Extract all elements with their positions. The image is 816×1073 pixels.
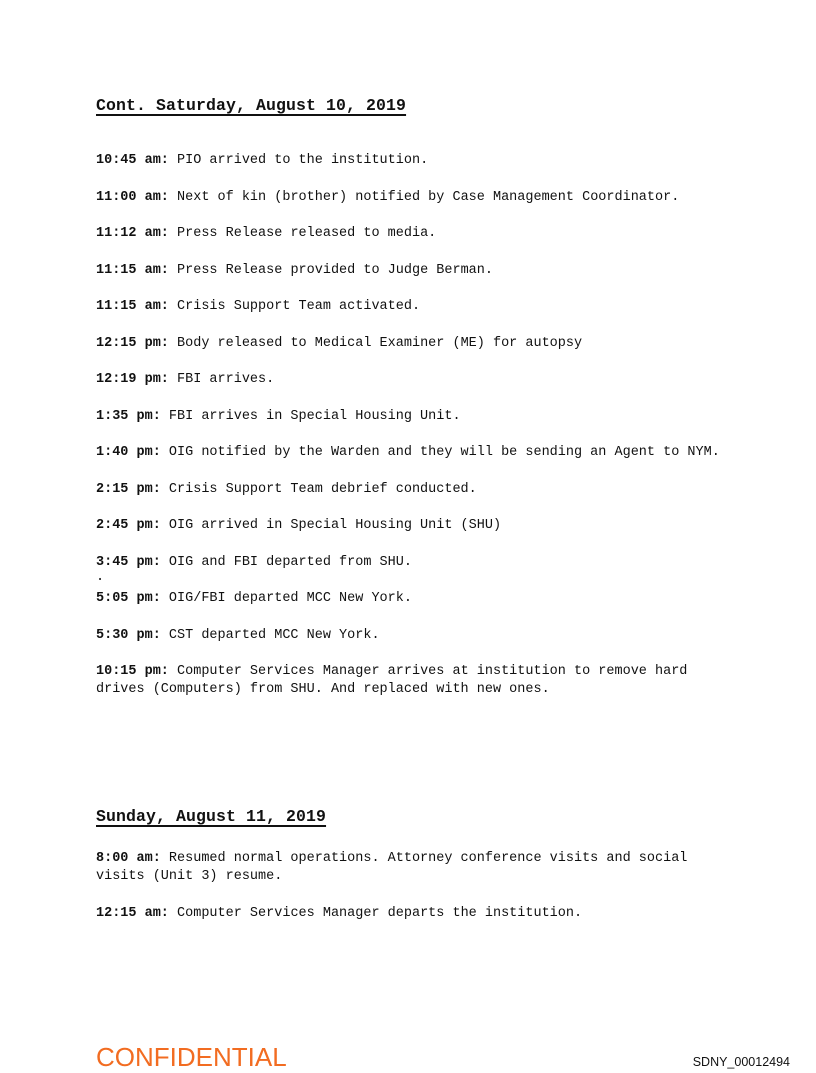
entry-text: OIG notified by the Warden and they will be sending an Agent to NYM. xyxy=(160,445,720,460)
timeline-entry xyxy=(96,627,736,645)
entry-text: FBI arrives in Special Housing Unit. xyxy=(160,408,461,424)
timeline-entry xyxy=(96,262,736,280)
entry-text: PIO arrived to the institution. xyxy=(168,153,429,168)
entry-time: 12:15 am: xyxy=(96,905,169,921)
entry-time: 12:15 pm: xyxy=(96,335,169,351)
timeline-entry xyxy=(96,590,736,608)
entry-time: 10:15 pm: xyxy=(96,664,169,679)
entry-time: 11:15 am: xyxy=(96,262,169,278)
saturday-timeline xyxy=(96,152,736,718)
timeline-entry xyxy=(96,663,736,699)
timeline-entry xyxy=(96,481,736,499)
sunday-timeline xyxy=(96,850,736,941)
entry-time: 2:15 pm: xyxy=(96,481,161,497)
timeline-entry xyxy=(96,905,736,923)
timeline-entry xyxy=(96,298,736,316)
entry-text: Press Release provided to Judge Berman. xyxy=(168,262,493,278)
section-heading-sunday: Sunday, August 11, 2019 xyxy=(96,807,327,826)
entry-text: CST departed MCC New York. xyxy=(160,627,380,643)
timeline-entry xyxy=(96,517,736,535)
entry-text: Computer Services Manager arrives at institution to remove hard drives (Computers) from SHU. And replaced with new ones. xyxy=(96,664,688,697)
entry-time: 5:05 pm: xyxy=(96,591,161,606)
timeline-entry xyxy=(96,444,736,462)
timeline-entry xyxy=(96,335,736,353)
entry-time: 11:00 am: xyxy=(96,189,169,205)
entry-text: Computer Services Manager departs the institution. xyxy=(168,905,583,921)
entry-text: Resumed normal operations. Attorney conference visits and social visits (Unit 3) resume. xyxy=(96,851,688,884)
confidential-stamp: CONFIDENTIAL xyxy=(96,1042,287,1072)
entry-time: 11:15 am: xyxy=(96,299,169,314)
entry-text: Crisis Support Team activated. xyxy=(168,299,421,314)
entry-time: 5:30 pm: xyxy=(96,627,161,643)
stray-period-mark: . xyxy=(96,570,105,585)
entry-time: 3:45 pm: xyxy=(96,554,161,570)
entry-time: 1:40 pm: xyxy=(96,445,161,460)
entry-time: 1:35 pm: xyxy=(96,408,161,424)
entry-time: 8:00 am: xyxy=(96,851,161,866)
timeline-entry xyxy=(96,225,736,243)
timeline-entry xyxy=(96,371,736,389)
section-heading-saturday: Cont. Saturday, August 10, 2019 xyxy=(96,96,407,115)
timeline-entry xyxy=(96,152,736,170)
entry-text: Body released to Medical Examiner (ME) for autopsy xyxy=(168,335,583,351)
entry-text: FBI arrives. xyxy=(168,372,275,387)
entry-time: 11:12 am: xyxy=(96,226,169,241)
entry-text: Crisis Support Team debrief conducted. xyxy=(160,481,477,497)
entry-text: OIG and FBI departed from SHU. xyxy=(160,554,412,570)
entry-text: Next of kin (brother) notified by Case Management Coordinator. xyxy=(168,189,680,205)
entry-text: OIG arrived in Special Housing Unit (SHU) xyxy=(160,518,502,533)
entry-text: OIG/FBI departed MCC New York. xyxy=(160,591,412,606)
timeline-entry xyxy=(96,850,736,886)
entry-text: Press Release released to media. xyxy=(168,226,437,241)
bates-number: SDNY_00012494 xyxy=(692,1055,790,1069)
timeline-entry xyxy=(96,408,736,426)
entry-time: 12:19 pm: xyxy=(96,372,169,387)
timeline-entry xyxy=(96,189,736,207)
entry-time: 2:45 pm: xyxy=(96,518,161,533)
entry-time: 10:45 am: xyxy=(96,153,169,168)
timeline-entry xyxy=(96,554,736,572)
